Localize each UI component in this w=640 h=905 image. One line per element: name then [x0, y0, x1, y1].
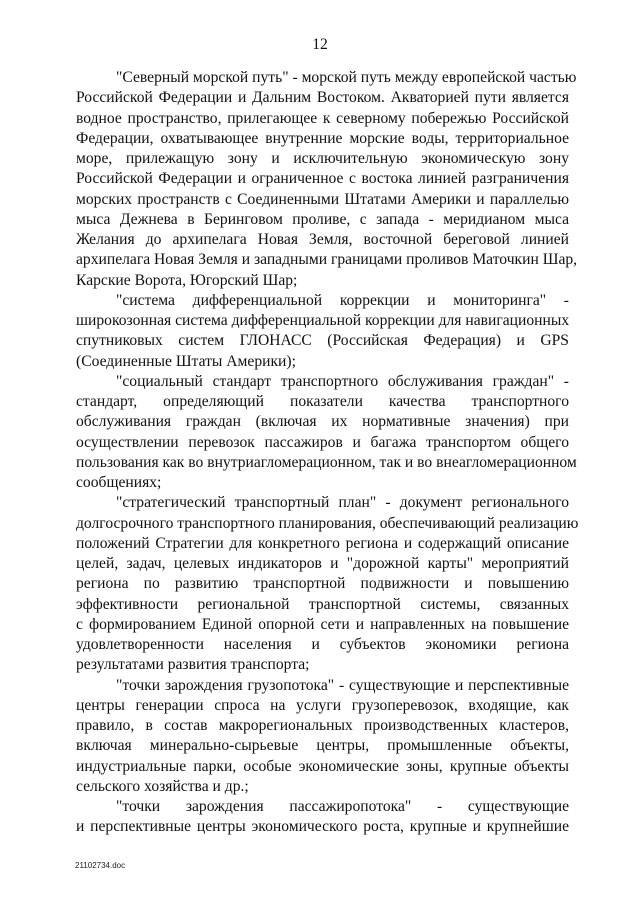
text-line: сельского хозяйства и др.;: [76, 777, 249, 795]
document-body: [76, 68, 579, 838]
text-line: Российской Федерации и ограниченное с востока линией разграничения: [76, 170, 569, 188]
text-line: региона по развитию транспортной подвижности и повышению: [76, 575, 569, 593]
text-line: архипелага Новая Земля и западными границами проливов Маточкин Шар,: [76, 251, 578, 269]
text-line: долгосрочного транспортного планирования, обеспечивающий реализацию: [76, 514, 579, 532]
text-line: положений Стратегии для конкретного региона и содержащий описание: [76, 534, 569, 552]
text-line: широкозонная система дифференциальной коррекции для навигационных: [76, 312, 570, 329]
text-line: "социальный стандарт транспортного обслуживания граждан" -: [116, 372, 569, 390]
paragraph: [76, 493, 579, 675]
text-line: спутниковых систем ГЛОНАСС (Российская Федерация) и GPS: [76, 332, 569, 350]
paragraph: [76, 372, 577, 494]
text-line: сообщениях;: [76, 474, 162, 491]
text-line: морских пространств с Соединенными Штатами Америки и параллелью: [76, 190, 569, 208]
text-line: "точки зарождения грузопотока" - существующие и перспективные: [116, 676, 569, 694]
text-line: море, прилежащую зону и исключительную экономическую зону: [76, 150, 569, 167]
paragraph: [76, 68, 578, 291]
text-line: с формированием Единой опорной сети и направленных на повышение: [76, 615, 569, 633]
paragraph: [76, 676, 569, 798]
text-line: правило, в состав макрорегиональных производственных кластеров,: [76, 717, 569, 734]
text-line: пользования как во внутриагломерационном, так и во внеагломерационном: [76, 453, 577, 471]
text-line: Российской Федерации и Дальним Востоком. Акваторией пути является: [76, 89, 569, 107]
text-line: обслуживания граждан (включая их нормативные значения) при: [76, 413, 569, 431]
text-line: мыса Дежнева в Беринговом проливе, с запада - меридианом мыса: [76, 210, 569, 228]
text-line: "система дифференциальной коррекции и мониторинга" -: [116, 291, 569, 309]
text-line: стандарт, определяющий показатели качества транспортного: [76, 393, 569, 410]
text-line: индустриальные парки, особые экономические зоны, крупные объекты: [76, 757, 569, 775]
text-line: результатами развития транспорта;: [76, 656, 310, 674]
text-line: (Соединенные Штаты Америки);: [76, 352, 296, 370]
text-line: "точки зарождения пассажиропотока" - существующие: [116, 798, 569, 815]
text-line: Федерации, охватывающее внутренние морские воды, территориальное: [76, 129, 569, 147]
footer-file-code: 21102734.doc: [75, 861, 126, 870]
text-line: и перспективные центры экономического роста, крупные и крупнейшие: [76, 818, 569, 836]
text-line: "стратегический транспортный план" - документ регионального: [116, 494, 569, 512]
text-line: Желания до архипелага Новая Земля, восточной береговой линией: [76, 231, 569, 248]
text-line: эффективности региональной транспортной системы, связанных: [76, 595, 569, 613]
paragraph: [76, 291, 569, 372]
text-line: осуществлении перевозок пассажиров и багажа транспортом общего: [76, 433, 569, 451]
paragraph: [76, 797, 569, 838]
text-line: целей, задач, целевых индикаторов и "дорожной карты" мероприятий: [76, 555, 569, 572]
text-line: центры генерации спроса на услуги грузоперевозок, входящие, как: [76, 696, 569, 714]
page-number: 12: [312, 36, 328, 53]
text-line: удовлетворенности населения и субъектов экономики региона: [76, 636, 569, 653]
text-line: "Северный морской путь" - морской путь между европейской частью: [116, 69, 577, 86]
text-line: Карские Ворота, Югорский Шар;: [76, 271, 298, 289]
text-line: включая минерально-сырьевые центры, промышленные объекты,: [76, 737, 569, 755]
text-line: водное пространство, прилегающее к северному побережью Российской: [76, 109, 569, 127]
